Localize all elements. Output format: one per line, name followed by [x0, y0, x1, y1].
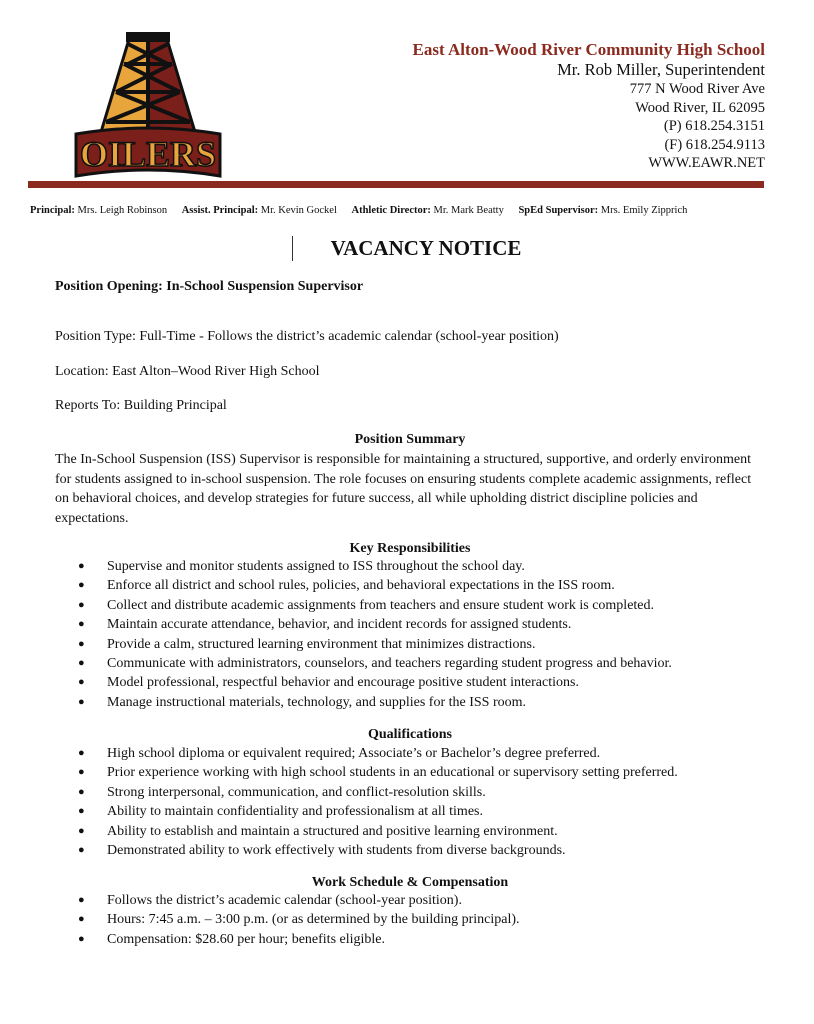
list-item: ● Maintain accurate attendance, behavior, and incident records for assigned students. [78, 615, 672, 634]
oil-derrick-icon [72, 30, 224, 180]
reports-to: Reports To: Building Principal [55, 398, 227, 413]
list-item: ● Communicate with administrators, counselors, and teachers regarding student progress and behavior. [78, 654, 672, 673]
bullet-icon: ● [78, 805, 85, 818]
bullet-icon: ● [78, 932, 85, 945]
staff-athletic-director: Athletic Director: Mr. Mark Beatty [351, 205, 504, 216]
qualifications-heading: Qualifications [367, 727, 452, 742]
staff-principal: Principal: Mrs. Leigh Robinson [30, 205, 168, 216]
list-item: ● Demonstrated ability to work effectively with students from diverse backgrounds. [78, 841, 678, 860]
bullet-icon: ● [78, 824, 85, 837]
bullet-icon: ● [78, 579, 85, 592]
list-item: ● Follows the district’s academic calendar (school-year position). [78, 891, 520, 910]
bullet-icon: ● [78, 766, 85, 779]
fax-number: (F) 618.254.9113 [664, 136, 765, 153]
school-letterhead [413, 40, 765, 173]
bullet-icon: ● [78, 598, 85, 611]
website: WWW.EAWR.NET [648, 155, 765, 172]
bullet-icon: ● [78, 560, 85, 572]
bullet-icon: ● [78, 894, 85, 906]
bullet-icon: ● [78, 843, 85, 856]
list-item: ● Strong interpersonal, communication, and conflict-resolution skills. [78, 783, 678, 802]
location: Location: East Alton–Wood River High School [55, 364, 320, 379]
list-item: ● Hours: 7:45 a.m. – 3:00 p.m. (or as determined by the building principal). [78, 910, 520, 929]
page-title: VACANCY NOTICE [330, 236, 522, 260]
list-item: ● Enforce all district and school rules, policies, and behavioral expectations in the ISS room. [78, 576, 672, 595]
staff-sped-supervisor: SpEd Supervisor: Mrs. Emily Zipprich [518, 205, 688, 216]
qualifications-list [78, 744, 678, 860]
address-line-1: 777 N Wood River Ave [629, 81, 765, 97]
bullet-icon: ● [78, 618, 85, 631]
school-name: East Alton-Wood River Community High School [412, 40, 765, 59]
position-opening: Position Opening: In-School Suspension Supervisor [55, 279, 364, 294]
list-item: ● Ability to establish and maintain a structured and positive learning environment. [78, 822, 678, 841]
list-item: ● Supervise and monitor students assigned to ISS throughout the school day. [78, 557, 672, 576]
work-schedule-list [78, 891, 520, 949]
summary-heading: Position Summary [354, 432, 466, 447]
superintendent: Mr. Rob Miller, Superintendent [557, 60, 765, 79]
oilers-logo [72, 30, 224, 180]
list-item: ● High school diploma or equivalent required; Associate’s or Bachelor’s degree preferred. [78, 744, 678, 763]
staff-directory [30, 205, 699, 216]
list-item: ● Ability to maintain confidentiality and professionalism at all times. [78, 802, 678, 821]
position-type: Position Type: Full-Time - Follows the district’s academic calendar (school-year position) [55, 329, 559, 344]
logo-wordmark: OILERS [79, 134, 217, 174]
header-divider [28, 181, 764, 188]
address-line-2: Wood River, IL 62095 [635, 99, 765, 116]
staff-assistant-principal: Assist. Principal: Mr. Kevin Gockel [181, 205, 337, 216]
list-item: ● Model professional, respectful behavior and encourage positive student interactions. [78, 673, 672, 692]
list-item: ● Compensation: $28.60 per hour; benefits eligible. [78, 930, 520, 949]
summary-text: The In-School Suspension (ISS) Supervisor is responsible for maintaining a structured, supportive, and orderly environment for students assigned to in-school suspension. The role focuses on ensuring students complete academic assignments, reflect on behavioral choices, and develop strategies for future success, all while upholding district discipline policies and expectations. [55, 452, 752, 526]
list-item: ● Prior experience working with high school students in an educational or supervisory setting preferred. [78, 763, 678, 782]
bullet-icon: ● [78, 676, 85, 689]
list-item: ● Manage instructional materials, technology, and supplies for the ISS room. [78, 693, 672, 712]
bullet-icon: ● [78, 913, 85, 926]
responsibilities-list [78, 557, 672, 712]
bullet-icon: ● [78, 785, 85, 798]
bullet-icon: ● [78, 656, 85, 669]
list-item: ● Collect and distribute academic assignments from teachers and ensure student work is completed. [78, 596, 672, 615]
responsibilities-heading: Key Responsibilities [349, 541, 471, 556]
bullet-icon: ● [78, 695, 85, 708]
phone-number: (P) 618.254.3151 [663, 118, 765, 135]
list-item: ● Provide a calm, structured learning environment that minimizes distractions. [78, 635, 672, 654]
bullet-icon: ● [78, 747, 85, 759]
work-schedule-heading: Work Schedule & Compensation [311, 875, 509, 890]
bullet-icon: ● [78, 637, 85, 650]
